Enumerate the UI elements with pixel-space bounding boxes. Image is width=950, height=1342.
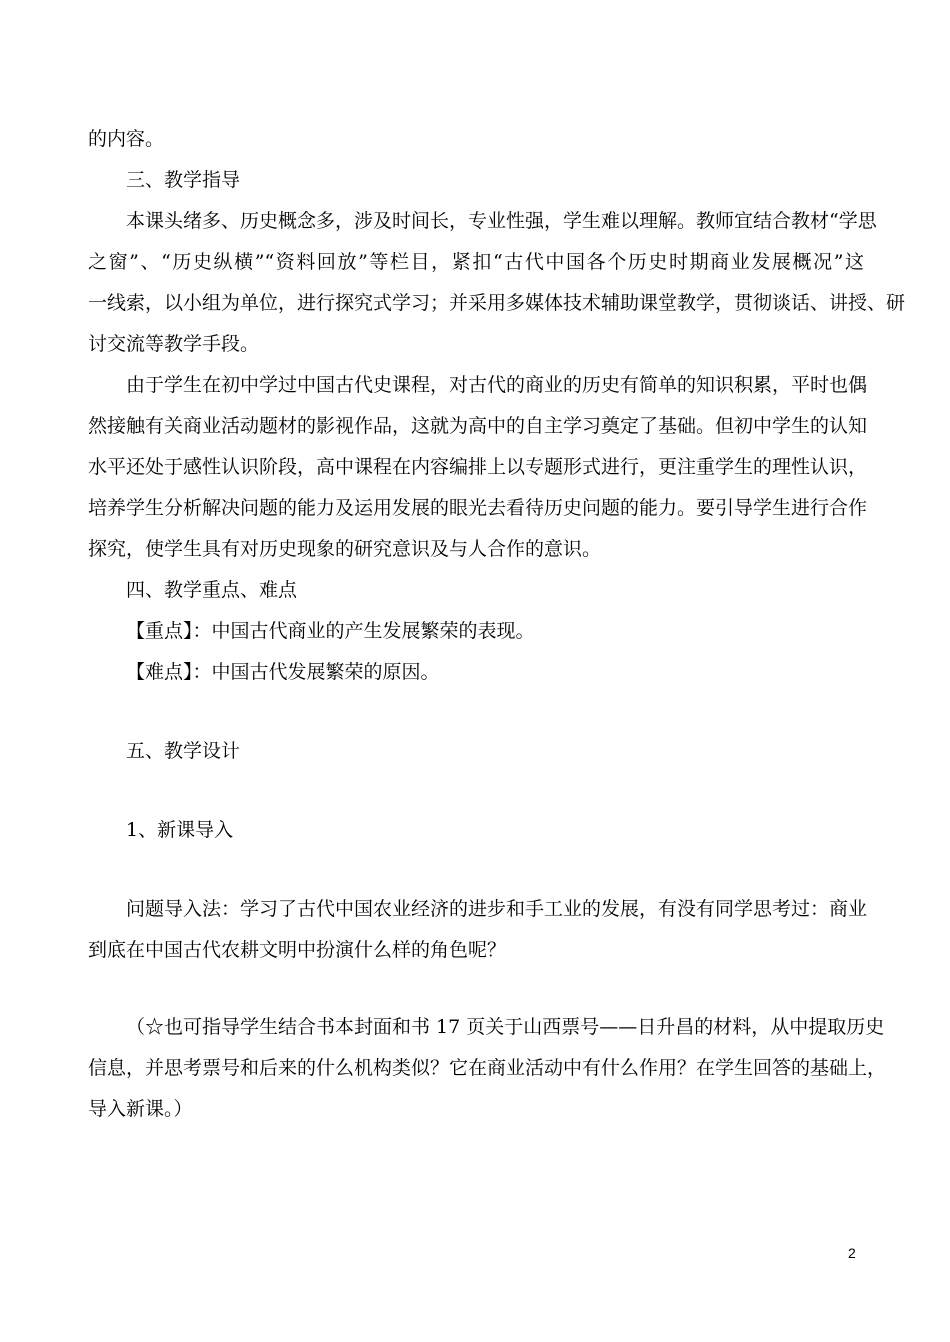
section-heading-teaching-guidance: 三、教学指导 [126, 169, 241, 191]
paragraph-line: 然接触有关商业活动题材的影视作品，这就为高中的自主学习奠定了基础。但初中学生的认知 [88, 415, 868, 437]
paragraph-line: （☆也可指导学生结合书本封面和书 17 页关于山西票号——日升昌的材料，从中提取历史 [126, 1016, 885, 1038]
paragraph-line: 由于学生在初中学过中国古代史课程，对古代的商业的历史有简单的知识积累，平时也偶 [126, 374, 868, 396]
section-heading-key-points: 四、教学重点、难点 [126, 579, 298, 601]
section-heading-teaching-design: 五、教学设计 [126, 740, 241, 762]
paragraph-line: 导入新课。） [88, 1098, 193, 1120]
paragraph-line: 水平还处于感性认识阶段，高中课程在内容编排上以专题形式进行，更注重学生的理性认识， [88, 456, 868, 478]
difficult-point-text: 【难点】：中国古代发展繁荣的原因。 [126, 661, 440, 683]
key-point-text: 【重点】：中国古代商业的产生发展繁荣的表现。 [126, 620, 535, 642]
subheading-new-lesson-intro: 1、新课导入 [126, 819, 234, 841]
paragraph-line: 信息，并思考票号和后来的什么机构类似？它在商业活动中有什么作用？在学生回答的基础上， [88, 1057, 887, 1079]
paragraph-line: 到底在中国古代农耕文明中扮演什么样的角色呢？ [88, 939, 507, 961]
paragraph-line: 本课头绪多、历史概念多，涉及时间长，专业性强，学生难以理解。教师宜结合教材“学思 [126, 210, 877, 232]
paragraph-line: 讨交流等教学手段。 [88, 333, 260, 355]
paragraph-line: 培养学生分析解决问题的能力及运用发展的眼光去看待历史问题的能力。要引导学生进行合作 [88, 497, 868, 519]
paragraph-line: 之窗”、“历史纵横”“资料回放”等栏目，紧扣“古代中国各个历史时期商业发展概况”这 [88, 251, 864, 273]
paragraph-line: 一线索，以小组为单位，进行探究式学习；并采用多媒体技术辅助课堂教学，贯彻谈话、讲授、研 [88, 292, 906, 314]
continuation-text: 的内容。 [88, 128, 165, 150]
paragraph-line: 问题导入法：学习了古代中国农业经济的进步和手工业的发展，有没有同学思考过：商业 [126, 898, 868, 920]
paragraph-line: 探究，使学生具有对历史现象的研究意识及与人合作的意识。 [88, 538, 602, 560]
page-number: 2 [848, 1245, 856, 1261]
